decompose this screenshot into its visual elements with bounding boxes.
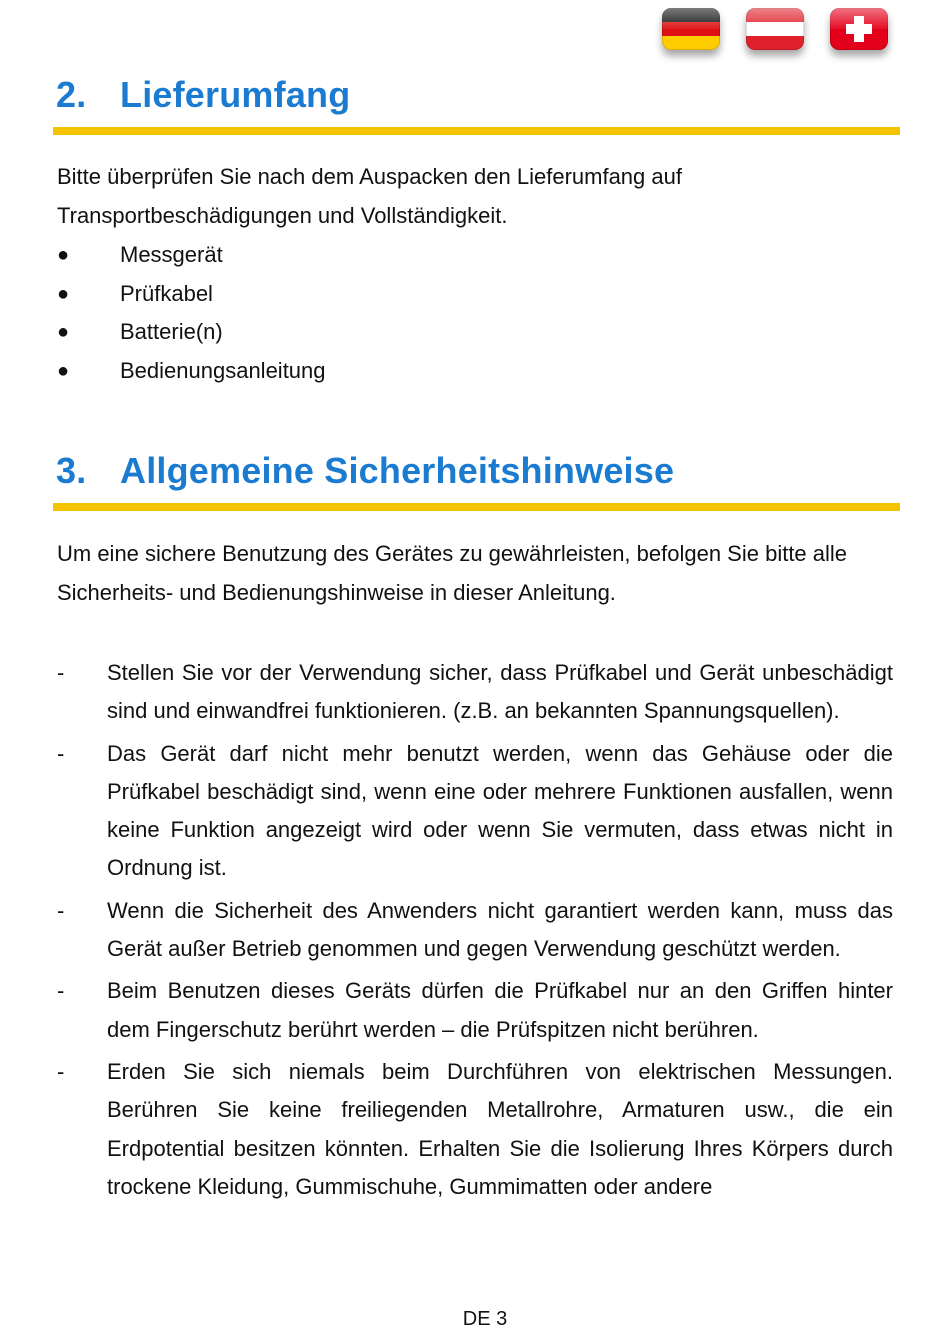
section-2-intro: Bitte überprüfen Sie nach dem Auspacken den Lieferumfang auf Transportbeschädigungen und Vollständigkeit.	[57, 164, 682, 228]
section-3-number: 3.	[56, 450, 87, 491]
flag-austria-icon[interactable]	[746, 8, 804, 50]
section-2-heading	[56, 74, 350, 116]
section-2-number: 2.	[56, 74, 87, 115]
section-3-rule	[53, 503, 900, 511]
list-item: - Erden Sie sich niemals beim Durchführen von elektrischen Messungen. Berühren Sie keine freiliegenden Metallrohre, Armaturen usw., die ein Erdpotential besitzen könnten. Erhalten Sie die Isolierung Ihres Körpers durch trockene Kleidung, Gummischuhe, Gummimatten oder andere	[57, 1058, 893, 1199]
list-item: ● Batterie(n)	[57, 313, 326, 352]
flag-germany-icon[interactable]	[662, 8, 720, 50]
page-number: DE 3	[462, 1308, 508, 1330]
list-item: ● Bedienungsanleitung	[57, 352, 326, 391]
bullet-icon: ●	[57, 244, 70, 266]
list-item: - Das Gerät darf nicht mehr benutzt werden, wenn das Gehäuse oder die Prüfkabel beschädigt sind, wenn eine oder mehrere Funktionen ausfallen, wenn keine Funktion angezeigt wird oder wenn Sie vermuten, dass etwas nicht in Ordnung ist.	[57, 740, 893, 881]
list-item: - Beim Benutzen dieses Geräts dürfen die Prüfkabel nur an den Griffen hinter dem Fingerschutz berührt werden – die Prüfspitzen nicht berühren.	[57, 978, 893, 1042]
language-flags	[662, 8, 888, 50]
list-item: ● Prüfkabel	[57, 275, 326, 314]
flag-switzerland-icon[interactable]	[830, 8, 888, 50]
delivery-list	[57, 236, 326, 390]
safety-list	[57, 654, 893, 1210]
section-3-heading	[56, 450, 674, 492]
list-item: - Stellen Sie vor der Verwendung sicher, dass Prüfkabel und Gerät unbeschädigt sind und einwandfrei funktionieren. (z.B. an bekannten Spannungsquellen).	[57, 660, 893, 724]
section-2-rule	[53, 127, 900, 135]
list-item: - Wenn die Sicherheit des Anwenders nicht garantiert werden kann, muss das Gerät außer Betrieb genommen und gegen Verwendung geschützt werden.	[57, 897, 893, 962]
bullet-icon: ●	[57, 321, 70, 343]
section-2-title: Lieferumfang	[120, 74, 351, 115]
section-3-title: Allgemeine Sicherheitshinweise	[120, 450, 675, 491]
bullet-icon: ●	[57, 282, 70, 305]
bullet-icon: ●	[57, 359, 70, 382]
list-item: ● Messgerät	[57, 236, 326, 275]
section-3-intro: Um eine sichere Benutzung des Gerätes zu gewährleisten, befolgen Sie bitte alle Sicherheits- und Bedienungshinweise in dieser Anleitung.	[57, 541, 848, 605]
